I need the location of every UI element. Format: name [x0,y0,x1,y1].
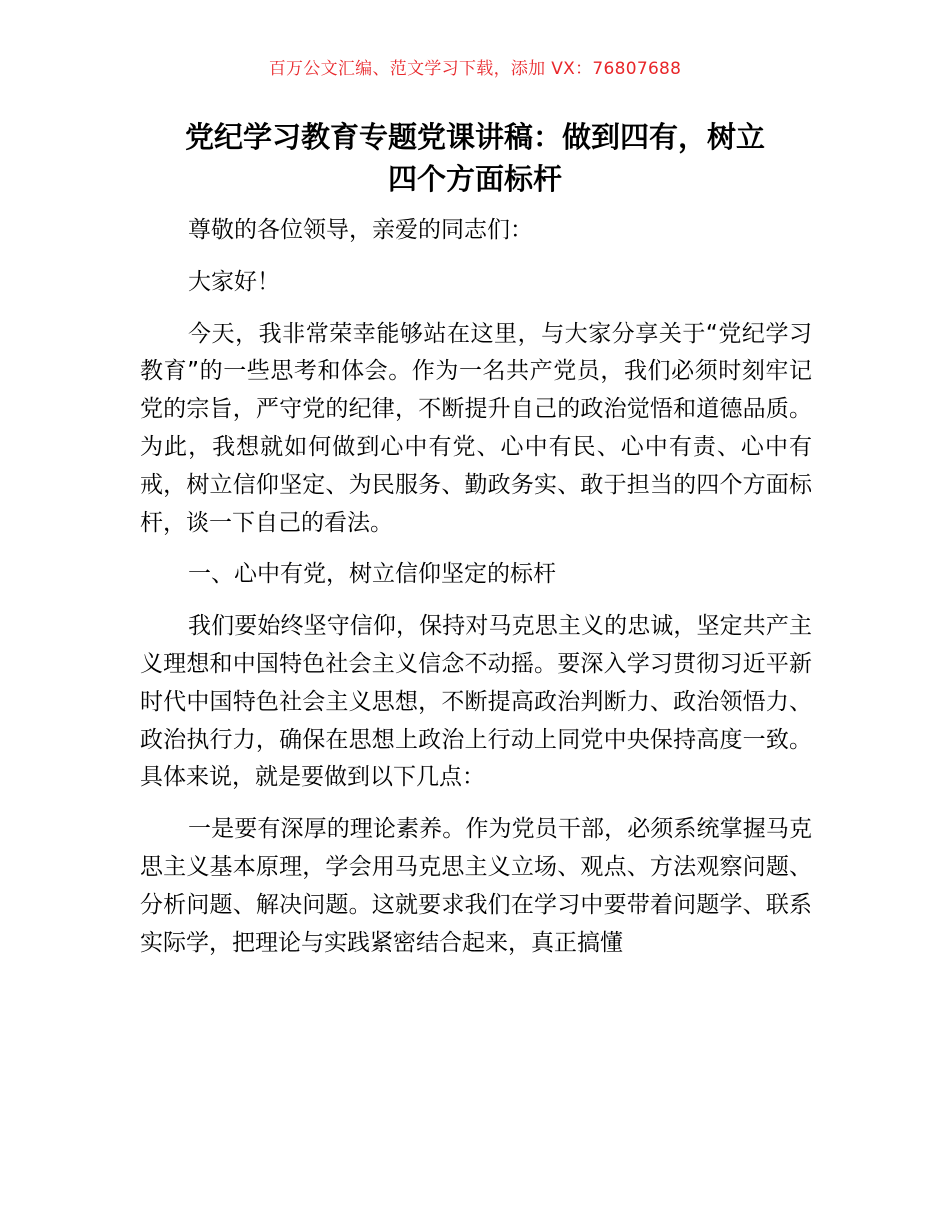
point-1-paragraph: 一是要有深厚的理论素养。作为党员干部，必须系统掌握马克思主义基本原理，学会用马克思主义立场、观点、方法观察问题、分析问题、解决问题。这就要求我们在学习中要带着问题学、联系实际学，把理论与实践紧密结合起来，真正搞懂 [140,816,812,956]
document-title [140,116,810,200]
section-heading-1: 一、心中有党，树立信仰坚定的标杆 [188,561,556,588]
document-body [140,212,812,976]
greeting: 大家好！ [188,268,280,295]
section-1-paragraph: 我们要始终坚守信仰，保持对马克思主义的忠诚，坚定共产主义理想和中国特色社会主义信念不动摇。要深入学习贯彻习近平新时代中国特色社会主义思想，不断提高政治判断力、政治领悟力、政治执行力，确保在思想上政治上行动上同党中央保持高度一致。具体来说，就是要做到以下几点： [140,613,812,791]
title-line-1: 党纪学习教育专题党课讲稿：做到四有，树立 [184,120,765,154]
salutation: 尊敬的各位领导，亲爱的同志们： [188,217,533,243]
header-note: 百万公文汇编、范文学习下载，添加 VX：76807688 [268,59,682,79]
title-line-2: 四个方面标杆 [387,162,562,196]
intro-paragraph: 今天，我非常荣幸能够站在这里，与大家分享关于“党纪学习教育”的一些思考和体会。作为一名共产党员，我们必须时刻牢记党的宗旨，严守党的纪律，不断提升自己的政治觉悟和道德品质。为此，我想就如何做到心中有党、心中有民、心中有责、心中有戒，树立信仰坚定、为民服务、勤政务实、敢于担当的四个方面标杆，谈一下自己的看法。 [140,320,812,536]
